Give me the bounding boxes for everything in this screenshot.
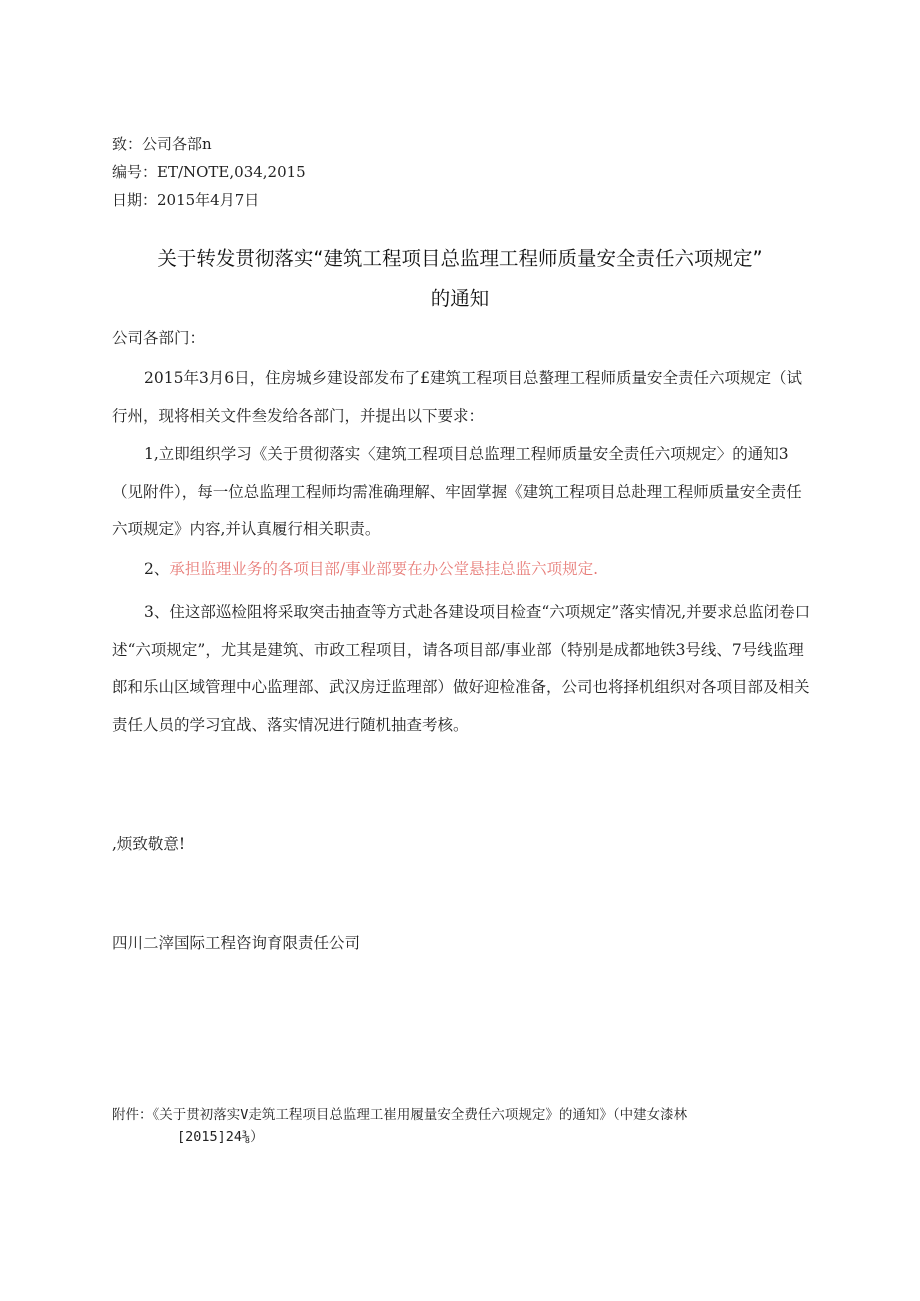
requirement-2-paragraph bbox=[112, 551, 812, 589]
requirement-1-paragraph: 1,立即组织学习《关于贯彻落实〈建筑工程项目总监理工程师质量安全责任六项规定〉的通知3（见附件），每一位总监理工程师均需准确理解、牢固掌握《建筑工程项目总赴理工程师质量安全责任六项规定》内容,并认真履行相关职责。 bbox=[112, 445, 802, 538]
attachment-note bbox=[112, 1104, 802, 1148]
document-number: 编号：ET/NOTE,034,2015 bbox=[112, 163, 306, 181]
recipient-line: 致：公司各部n bbox=[112, 135, 212, 153]
attachment-line-1: 附件：《关于贯初落实V走筑工程项目总监理工崔用履量安全费任六项规定》的通知》（中建女漆林 bbox=[112, 1107, 688, 1123]
requirement-2-number: 2、 bbox=[144, 560, 170, 578]
salutation: 公司各部门： bbox=[112, 329, 206, 347]
intro-paragraph: 2015年3月6日，住房城乡建设部发布了£建筑工程项目总螯理工程师质量安全责任六项规定（试行州，现将相关文件叁发给各部门，并提出以下要求： bbox=[112, 369, 803, 425]
attachment-line-2: [2015]24⅜） bbox=[177, 1129, 264, 1145]
requirement-3-paragraph: 3、住这部巡检阻将采取突击抽查等方式赴各建设项目检查“六项规定”落实情况,并要求总监闭卷口述“六项规定”，尤其是建筑、市政工程项目，请各项目部/事业部（特别是成都地铁3号线、7号线监理郎和乐山区域管理中心监理部、武汉房迂监理部）做好迎检准备，公司也将择机组织对各项目部及相关责任人员的学习宜战、落实情况进行随机抽查考核。 bbox=[112, 603, 811, 734]
notice-title-line-1: 关于转发贯彻落实“建筑工程项目总监理工程师质量安全责任六项规定” bbox=[157, 247, 763, 270]
requirement-2-text: 承担监理业务的各项目部/事业部要在办公堂悬挂总监六项规定. bbox=[169, 560, 599, 578]
closing-remark: ,烦致敬意! bbox=[112, 835, 186, 853]
document-date: 日期：2015年4月7日 bbox=[112, 191, 260, 209]
notice-title-line-2: 的通知 bbox=[430, 287, 490, 310]
company-signature: 四川二滓国际工程咨询育限责任公司 bbox=[112, 934, 361, 952]
